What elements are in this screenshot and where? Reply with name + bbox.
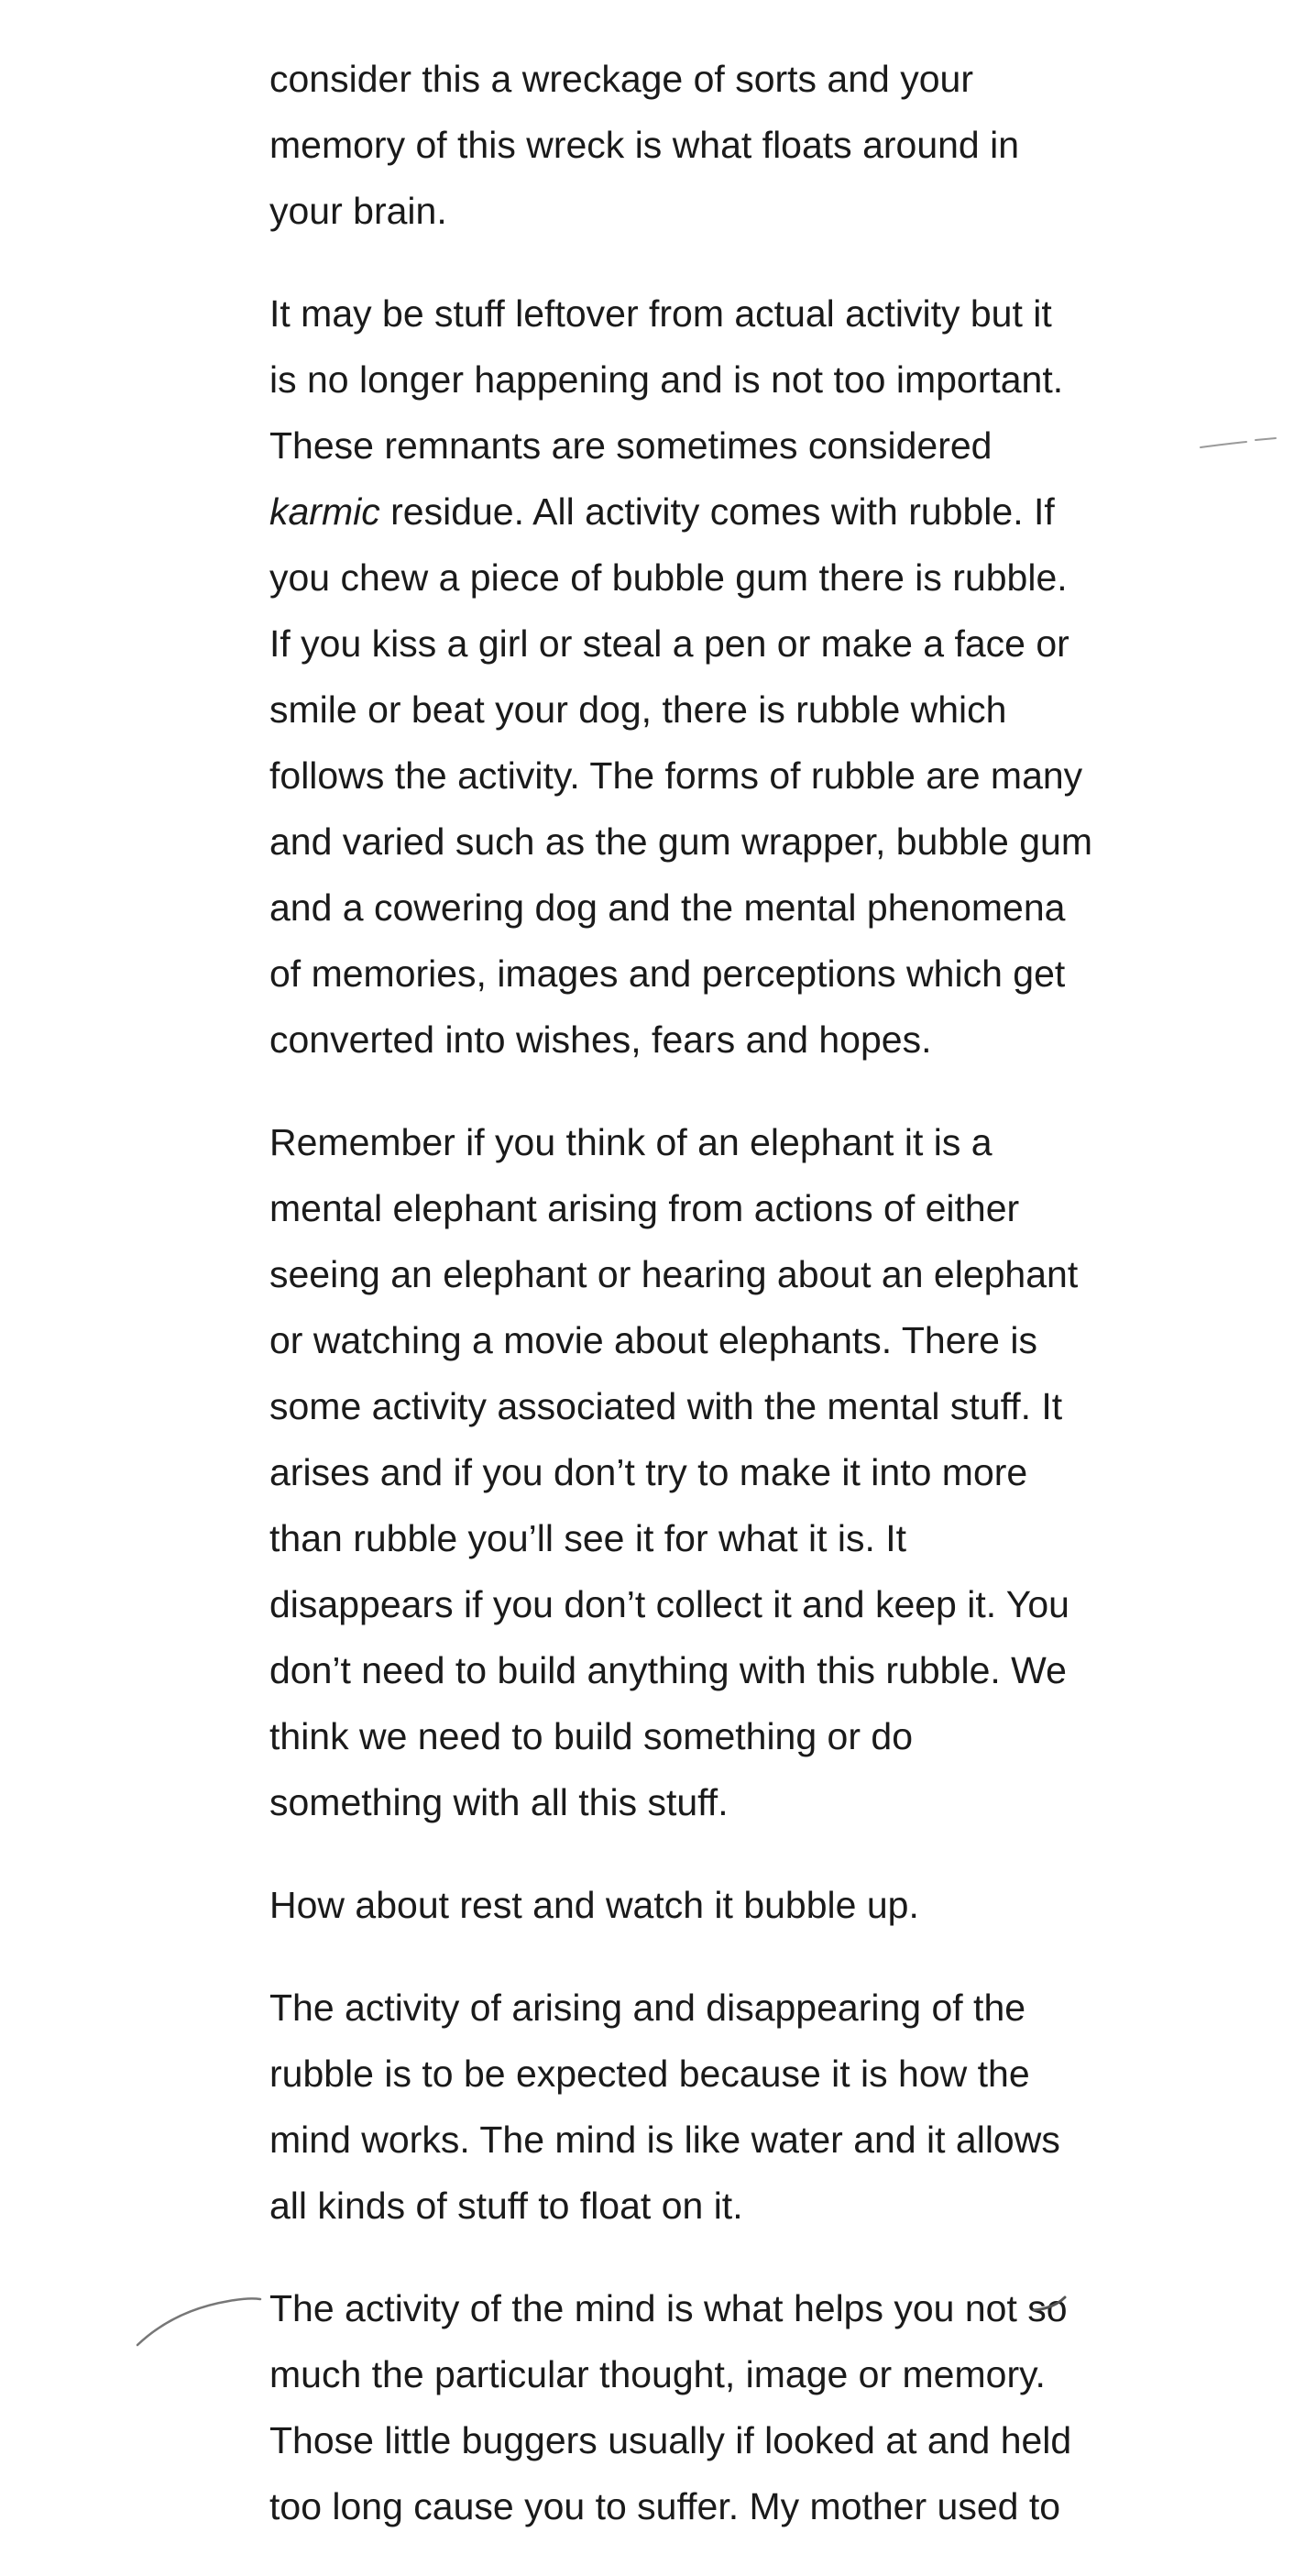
text-line: consider this a wreckage of sorts and your [269,58,973,100]
text-line-rest: residue. All activity comes with rubble. If [390,490,1055,533]
text-line: smile or beat your dog, there is rubble which [269,688,1007,731]
text-line: of memories, images and perceptions which get [269,952,1066,995]
text-line: follows the activity. The forms of rubble are many [269,754,1083,797]
text-line: much the particular thought, image or memory. [269,2353,1046,2395]
paragraph-4 [269,1872,1241,1938]
text-line: If you kiss a girl or steal a pen or make a face or [269,622,1069,665]
text-line: than rubble you’ll see it for what it is. It [269,1517,907,1559]
text-line: mind works. The mind is like water and it allows [269,2119,1060,2161]
text-line: some activity associated with the mental stuff. It [269,1385,1063,1427]
text-line: arises and if you don’t try to make it into more [269,1451,1028,1493]
paragraph-3 [269,1109,1241,1835]
paragraph-6 [269,2275,1241,2539]
text-line: memory of this wreck is what floats around in [269,124,1020,166]
text-line: The activity of arising and disappearing of the [269,1987,1026,2029]
text-line: Remember if you think of an elephant it is a [269,1121,992,1163]
text-line: rubble is to be expected because it is how the [269,2053,1030,2095]
italic-word: karmic [269,490,380,533]
paragraph-2 [269,281,1241,1073]
text-line: or watching a movie about elephants. There is [269,1319,1037,1361]
text-line: and varied such as the gum wrapper, bubble gum [269,820,1092,863]
text-line: These remnants are sometimes considered [269,424,992,467]
paragraph-5 [269,1975,1241,2239]
text-line: too long cause you to suffer. My mother used to [269,2485,1061,2527]
paragraph-1 [269,46,1241,244]
text-line: think we need to build something or do [269,1715,914,1757]
body-text [269,46,1241,2576]
text-line: is no longer happening and is not too important. [269,358,1064,401]
text-line: It may be stuff leftover from actual activity but it [269,292,1052,335]
text-line: all kinds of stuff to float on it. [269,2185,743,2227]
text-line: something with all this stuff. [269,1781,729,1823]
text-line: don’t need to build anything with this rubble. We [269,1649,1067,1691]
text-line: your brain. [269,190,447,232]
text-line: you chew a piece of bubble gum there is rubble. [269,556,1068,599]
text-line: disappears if you don’t collect it and keep it. You [269,1583,1069,1625]
text-line: converted into wishes, fears and hopes. [269,1018,932,1061]
text-line: Those little buggers usually if looked at and held [269,2419,1072,2461]
margin-pen-stroke [137,2298,260,2345]
text-line-with-italic [269,479,1241,545]
text-line: mental elephant arising from actions of either [269,1187,1020,1229]
text-line: The activity of the mind is what helps you not so [269,2287,1068,2329]
text-line: and a cowering dog and the mental phenomena [269,886,1066,929]
text-line: How about rest and watch it bubble up. [269,1884,919,1926]
text-line: seeing an elephant or hearing about an elephant [269,1253,1079,1295]
